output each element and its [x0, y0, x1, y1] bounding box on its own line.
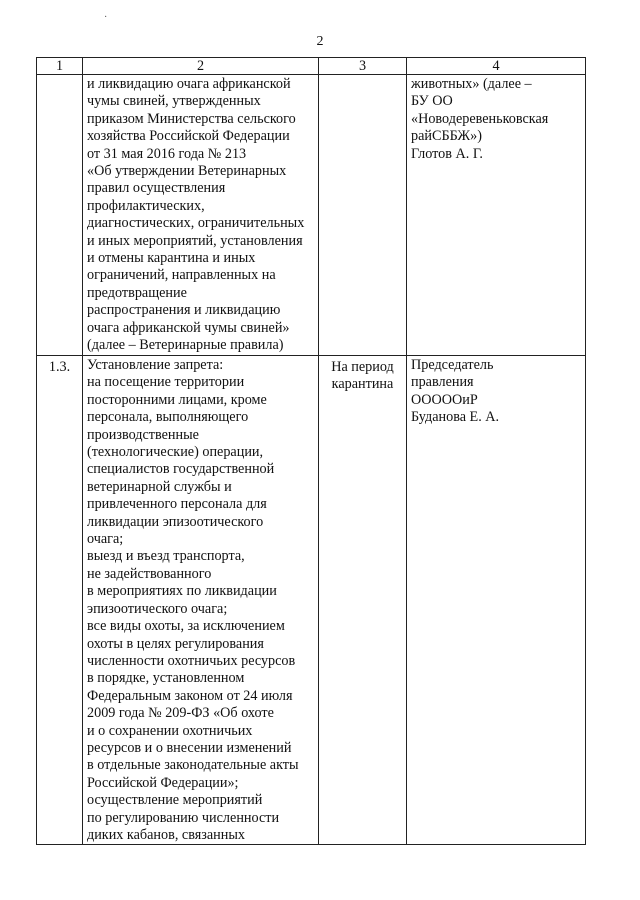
text-line: очага; [87, 531, 124, 548]
text-line: эпизоотического очага; [87, 600, 228, 617]
measure-period [319, 75, 407, 356]
text-line: На период [331, 359, 394, 375]
text-line: «Новодеревеньковская [411, 110, 549, 127]
measure-description [83, 356, 319, 845]
text-line: ликвидации эпизоотического [87, 513, 264, 530]
measure-responsible [407, 356, 586, 845]
text-line: все виды охоты, за исключением [87, 618, 285, 635]
text-line: посторонними лицами, кроме [87, 391, 267, 408]
text-line: выезд и въезд транспорта, [87, 548, 245, 565]
text-line: (далее – Ветеринарные правила) [87, 337, 284, 354]
text-line: и о сохранении охотничьих [87, 722, 253, 739]
measures-table [36, 57, 586, 845]
text-line: Глотов А. Г. [411, 145, 483, 162]
measure-period [319, 356, 407, 845]
text-line: ограничений, направленных на [87, 267, 276, 284]
measure-description [83, 75, 319, 356]
text-line: численности охотничьих ресурсов [87, 652, 296, 669]
text-line: по регулированию численности [87, 809, 280, 826]
table-row [37, 356, 586, 845]
text-line: 2009 года № 209-ФЗ «Об охоте [87, 705, 274, 722]
text-line: правления [411, 374, 474, 391]
text-line: осуществление мероприятий [87, 792, 263, 809]
text-line: профилактических, [87, 197, 205, 214]
text-line: ресурсов и о внесении изменений [87, 739, 292, 756]
measure-responsible [407, 75, 586, 356]
text-line: очага африканской чумы свиней» [87, 319, 290, 336]
text-line: распространения и ликвидацию [87, 302, 281, 319]
text-line: Установление запрета: [87, 357, 224, 373]
table-row [37, 75, 586, 356]
text-line: специалистов государственной [87, 461, 275, 478]
text-line: карантина [331, 376, 394, 393]
row-number [37, 75, 83, 356]
text-line: на посещение территории [87, 374, 245, 391]
text-line: ОООООиР [411, 391, 478, 408]
text-line: животных» (далее – [411, 76, 532, 92]
text-line: Буданова Е. А. [411, 409, 500, 426]
text-line: и иных мероприятий, установления [87, 232, 303, 249]
text-line: БУ ОО [411, 93, 453, 110]
text-line: ветеринарной службы и [87, 478, 232, 495]
text-line: приказом Министерства сельского [87, 110, 296, 127]
text-line: райСББЖ») [411, 128, 482, 145]
text-line: Российской Федерации»; [87, 774, 239, 791]
row-number: 1.3. [37, 356, 83, 845]
text-line: хозяйства Российской Федерации [87, 128, 290, 145]
text-line: персонала, выполняющего [87, 409, 249, 426]
text-line: в мероприятиях по ликвидации [87, 583, 277, 600]
header-col-1: 1 [37, 58, 83, 75]
text-line: чумы свиней, утвержденных [87, 93, 261, 110]
text-line: Председатель [411, 357, 494, 373]
text-line: в порядке, установленном [87, 670, 245, 687]
header-col-4: 4 [407, 58, 586, 75]
page-number: 2 [316, 34, 324, 49]
text-line: правил осуществления [87, 180, 226, 197]
text-line: «Об утверждении Ветеринарных [87, 163, 287, 180]
text-line: производственные [87, 426, 199, 443]
text-line: (технологические) операции, [87, 444, 264, 461]
text-line: привлеченного персонала для [87, 496, 267, 513]
table-header-row [37, 58, 586, 75]
text-line: от 31 мая 2016 года № 213 [87, 145, 247, 162]
header-col-3: 3 [319, 58, 407, 75]
header-col-2: 2 [83, 58, 319, 75]
scan-speck: · [104, 12, 108, 23]
text-line: и ликвидацию очага африканской [87, 76, 291, 92]
text-line: диагностических, ограничительных [87, 215, 305, 232]
text-line: Федеральным законом от 24 июля [87, 687, 293, 704]
text-line: предотвращение [87, 284, 187, 301]
text-line: в отдельные законодательные акты [87, 757, 299, 774]
text-line: диких кабанов, связанных [87, 826, 245, 843]
text-line: охоты в целях регулирования [87, 635, 264, 652]
text-line: и отмены карантина и иных [87, 250, 256, 267]
text-line: не задействованного [87, 565, 212, 582]
